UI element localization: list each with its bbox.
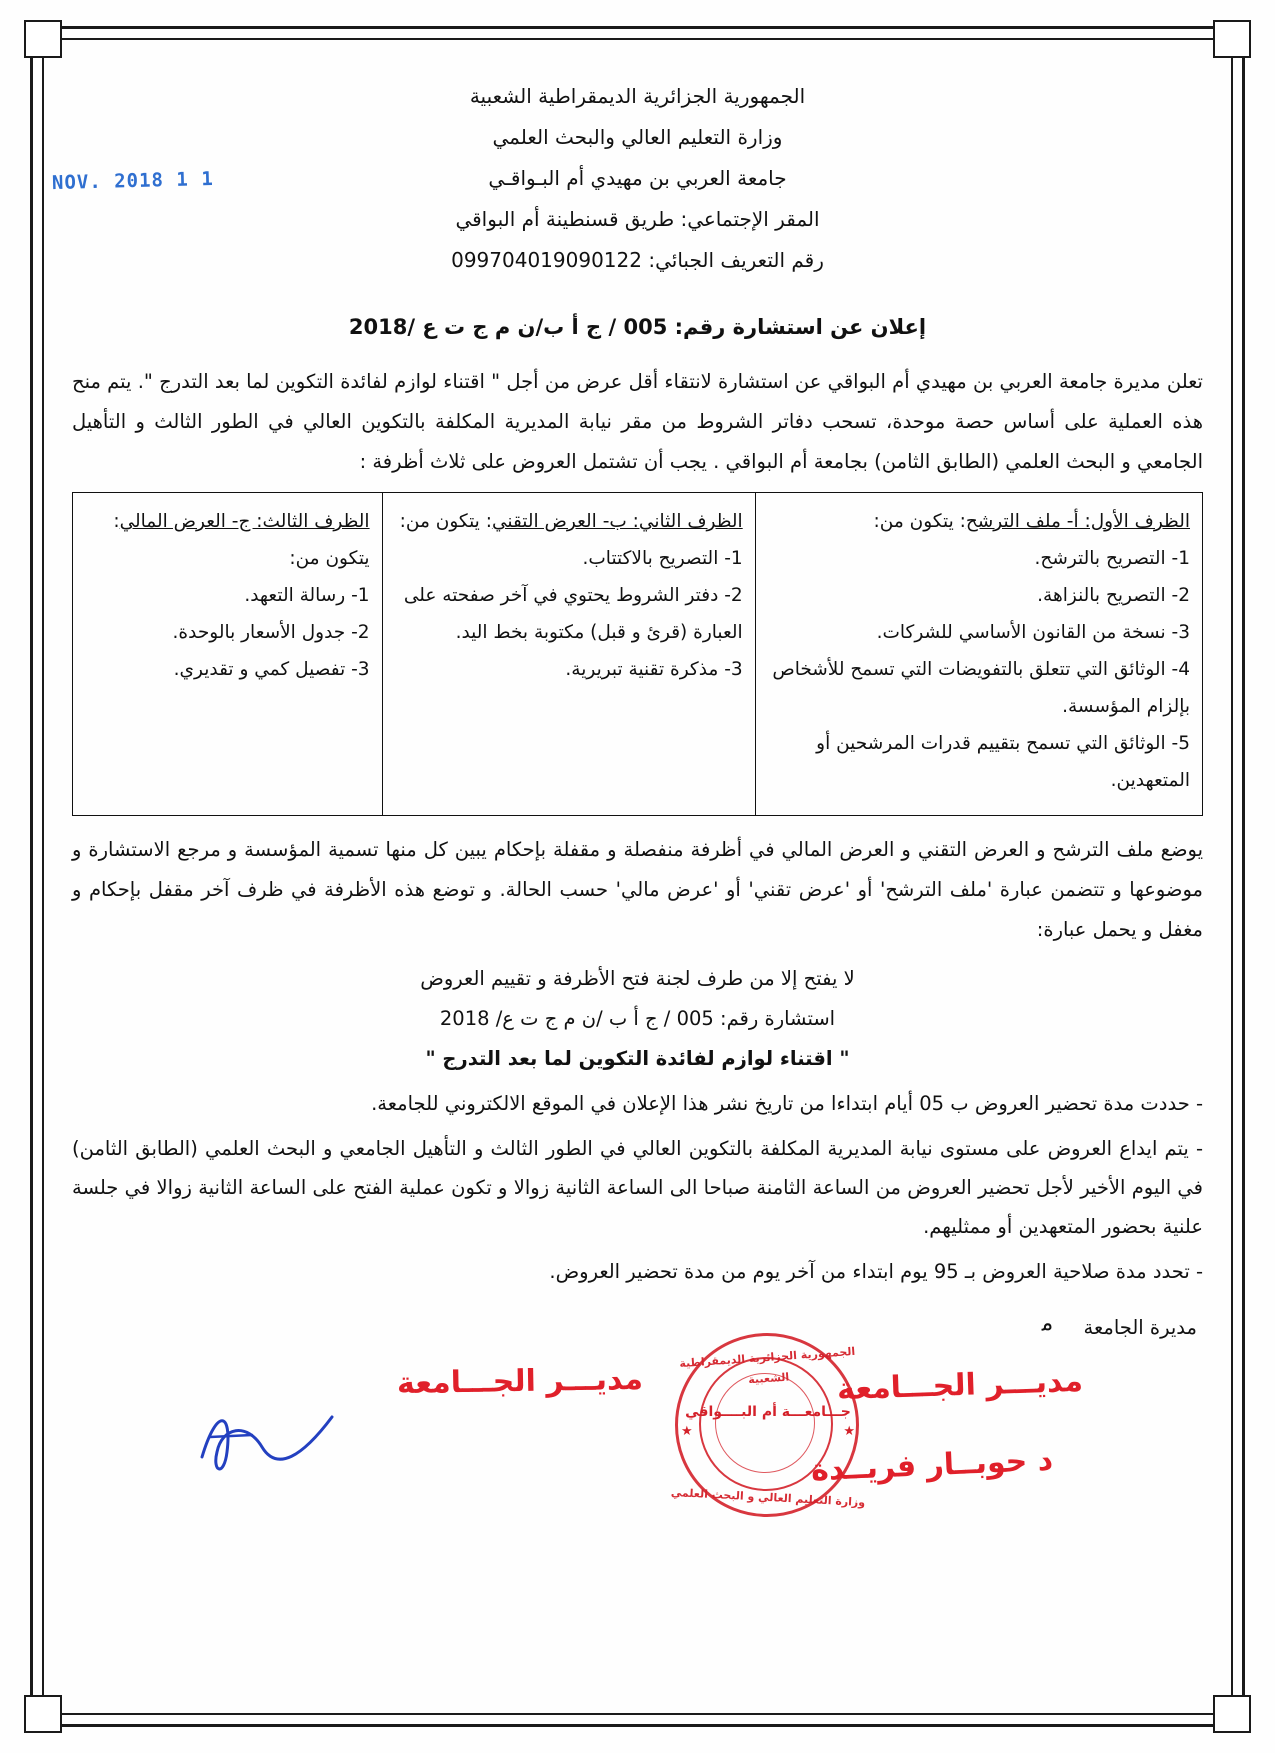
bullet-submission: - يتم ايداع العروض على مستوى نيابة المديرية المكلفة بالتكوين العالي في الطور الثالث و التأهيل الجامعي و البحث العلمي (الطابق الثامن) في اليوم الأخير لأجل تحضير العروض من الساعة الثامنة صباحا الى الساعة الثانية زوالا و تكون عملية الفتح على الساعة الثانية زوالا في جلسة علنية بحضور المتعهدين أو ممثليهم. xyxy=(72,1136,1203,1238)
list-item: 4- الوثائق التي تتعلق بالتفويضات التي تسمح للأشخاص بإلزام المؤسسة. xyxy=(772,658,1190,717)
letterhead-line-tax-id: رقم التعريف الجبائي: 099704019090122 xyxy=(451,248,824,272)
envelope-column-first xyxy=(755,492,1202,815)
handwritten-initials-icon xyxy=(192,1397,342,1487)
envelope-3-heading-suffix: : يتكون من: xyxy=(113,510,370,569)
corner-ornament-top-right xyxy=(1213,20,1251,58)
envelopes-table xyxy=(72,492,1203,816)
envelope-3-heading: الظرف الثالث: ج- العرض المالي xyxy=(119,510,370,532)
stamp-text-top: الجمهورية الجزائرية الديمقراطية الشعبية xyxy=(678,1344,856,1387)
bullet-deadline: - حددت مدة تحضير العروض ب 05 أيام ابتداءا من تاريخ نشر هذا الإعلان في الموقع الالكتروني للجامعة. xyxy=(371,1091,1203,1115)
stamp-text-bottom: وزارة التعليم العالي و البحث العلمي xyxy=(670,1486,866,1510)
envelope-1-heading-suffix: : يتكون من: xyxy=(873,510,966,532)
intro-paragraph: تعلن مديرة جامعة العربي بن مهيدي أم البواقي عن استشارة لانتقاء أقل عرض من أجل " اقتناء لوازم لفائدة التكوين لما بعد التدرج ". يتم منح هذه العملية على أساس حصة موحدة، تسحب دفاتر الشروط من مقر نيابة المديرية المكلفة بالتكوين العالي في الطور الثالث و التأهيل الجامعي و البحث العلمي (الطابق الثامن) بجامعة أم البواقي . يجب أن تشتمل العروض على ثلاث أظرفة : xyxy=(72,369,1203,473)
envelope-column-third xyxy=(73,492,383,815)
star-icon: ★ xyxy=(681,1423,693,1439)
list-item: 3- تفصيل كمي و تقديري. xyxy=(173,658,370,680)
list-item: 2- التصريح بالنزاهة. xyxy=(1037,584,1190,606)
letterhead-line-country: الجمهورية الجزائرية الديمقراطية الشعبية xyxy=(469,84,806,108)
list-item: 3- نسخة من القانون الأساسي للشركات. xyxy=(876,621,1190,643)
stamp-text-center: جـــامعـــة أم البــــواقي xyxy=(685,1403,851,1420)
list-item: 1- التصريح بالاكتتاب. xyxy=(582,547,743,569)
date-stamp: 1 1 NOV. 2018 xyxy=(51,167,215,195)
corner-ornament-bottom-left xyxy=(24,1695,62,1733)
signature-mark-icon: ﻣ xyxy=(1039,1310,1055,1337)
corner-ornament-top-left xyxy=(24,20,62,58)
handwritten-signature-title-overlay: مديـــر الجـــامعة xyxy=(836,1363,1084,1408)
center-line-committee: لا يفتح إلا من طرف لجنة فتح الأظرفة و تقييم العروض xyxy=(420,966,855,990)
star-icon: ★ xyxy=(843,1423,855,1439)
handwritten-signature-title: مديـــر الجـــامعة xyxy=(396,1361,644,1401)
list-item: 3- مذكرة تقنية تبريرية. xyxy=(565,658,743,680)
letterhead-line-ministry: وزارة التعليم العالي والبحث العلمي xyxy=(492,125,783,149)
list-item: 1- التصريح بالترشح. xyxy=(1034,547,1190,569)
list-item: 5- الوثائق التي تسمح بتقييم قدرات المرشحين أو المتعهدين. xyxy=(816,732,1190,791)
letterhead-line-address: المقر الإجتماعي: طريق قسنطينة أم البواقي xyxy=(455,207,820,231)
envelope-2-heading-suffix: : يتكون من: xyxy=(399,510,492,532)
envelope-1-heading: الظرف الأول: أ- ملف الترشح xyxy=(965,510,1190,532)
document-content xyxy=(72,62,1203,1691)
letterhead xyxy=(72,76,1203,281)
corner-ornament-bottom-right xyxy=(1213,1695,1251,1733)
handwritten-signature-name: د حوبــار فريــدة xyxy=(810,1442,1054,1489)
envelope-2-heading: الظرف الثاني: ب- العرض التقني xyxy=(491,510,743,532)
list-item: 1- رسالة التعهد. xyxy=(244,584,370,606)
envelope-column-second xyxy=(382,492,755,815)
signature-label: مديرة الجامعة xyxy=(1083,1315,1197,1339)
center-line-consultation-number: استشارة رقم: 005 / ج أ ب /ن م ج ت ع/ 2018 xyxy=(439,1006,836,1030)
table-row xyxy=(73,492,1203,815)
bullet-validity: - تحدد مدة صلاحية العروض بـ 95 يوم ابتداء من آخر يوم من مدة تحضير العروض. xyxy=(549,1259,1203,1283)
body-paragraph: يوضع ملف الترشح و العرض التقني و العرض المالي في أظرفة منفصلة و مقفلة بإحكام يبين كل منها تسمية المؤسسة و مرجع الاستشارة و موضوعها و تتضمن عبارة 'ملف الترشح' أو 'عرض تقني' أو 'عرض مالي' حسب الحالة. و توضع هذه الأظرفة في ظرف آخر مقفل بإحكام و مغفل و يحمل عبارة: xyxy=(72,837,1203,941)
list-item: 2- دفتر الشروط يحتوي في آخر صفحته على العبارة (قرئ و قبل) مكتوبة بخط اليد. xyxy=(403,584,743,643)
list-item: 2- جدول الأسعار بالوحدة. xyxy=(172,621,370,643)
announcement-title: إعلان عن استشارة رقم: 005 / ج أ ب/ن م ج ت ع /2018 xyxy=(348,315,927,339)
letterhead-line-university: جامعة العربي بن مهيدي أم البـواقـي xyxy=(488,166,787,190)
signature-area xyxy=(72,1309,1203,1559)
center-line-subject: " اقتناء لوازم لفائدة التكوين لما بعد التدرج " xyxy=(425,1046,850,1070)
